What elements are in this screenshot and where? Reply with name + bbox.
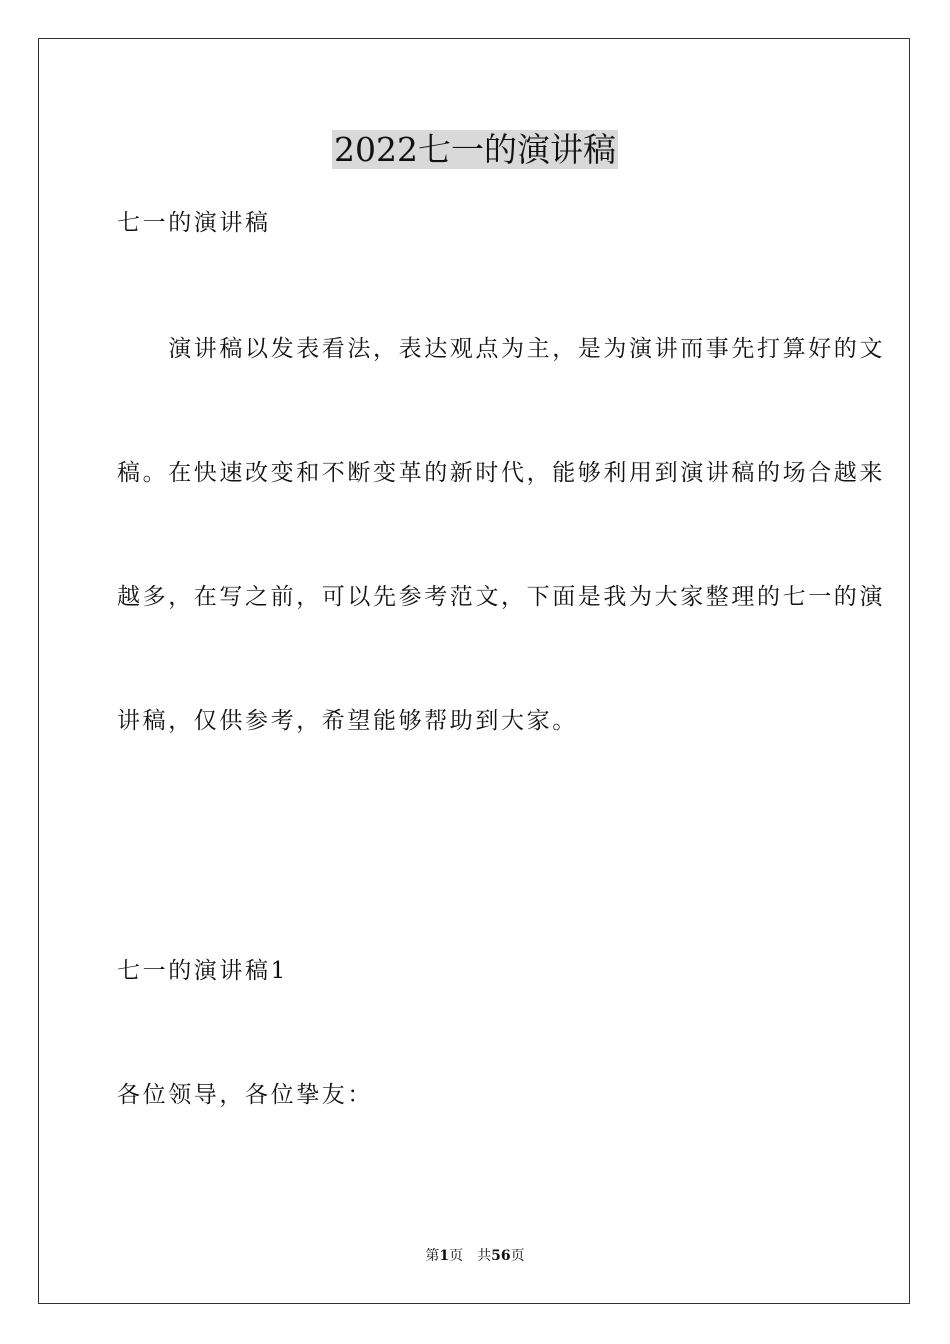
page-prefix: 第: [425, 1248, 440, 1264]
document-title-text: 2022七一的演讲稿: [334, 130, 616, 169]
total-suffix: 页: [510, 1248, 525, 1264]
intro-line-4: 讲稿，仅供参考，希望能够帮助到大家。: [117, 708, 578, 734]
subtitle: 七一的演讲稿: [117, 210, 271, 236]
page-suffix: 页: [449, 1248, 464, 1264]
intro-line-3: 越多，在写之前，可以先参考范文，下面是我为大家整理的七一的演: [117, 584, 885, 610]
total-pages: 56: [491, 1248, 511, 1264]
document-title: [0, 128, 950, 172]
section-heading: 七一的演讲稿1: [117, 958, 288, 984]
page-number: 1: [439, 1248, 450, 1264]
page-footer: [0, 1246, 950, 1266]
intro-line-2: 稿。在快速改变和不断变革的新时代，能够利用到演讲稿的场合越来: [117, 460, 885, 486]
intro-line-1: 演讲稿以发表看法，表达观点为主，是为演讲而事先打算好的文: [117, 336, 885, 362]
total-prefix: 共: [477, 1248, 492, 1264]
salutation: 各位领导，各位挚友：: [117, 1082, 373, 1108]
